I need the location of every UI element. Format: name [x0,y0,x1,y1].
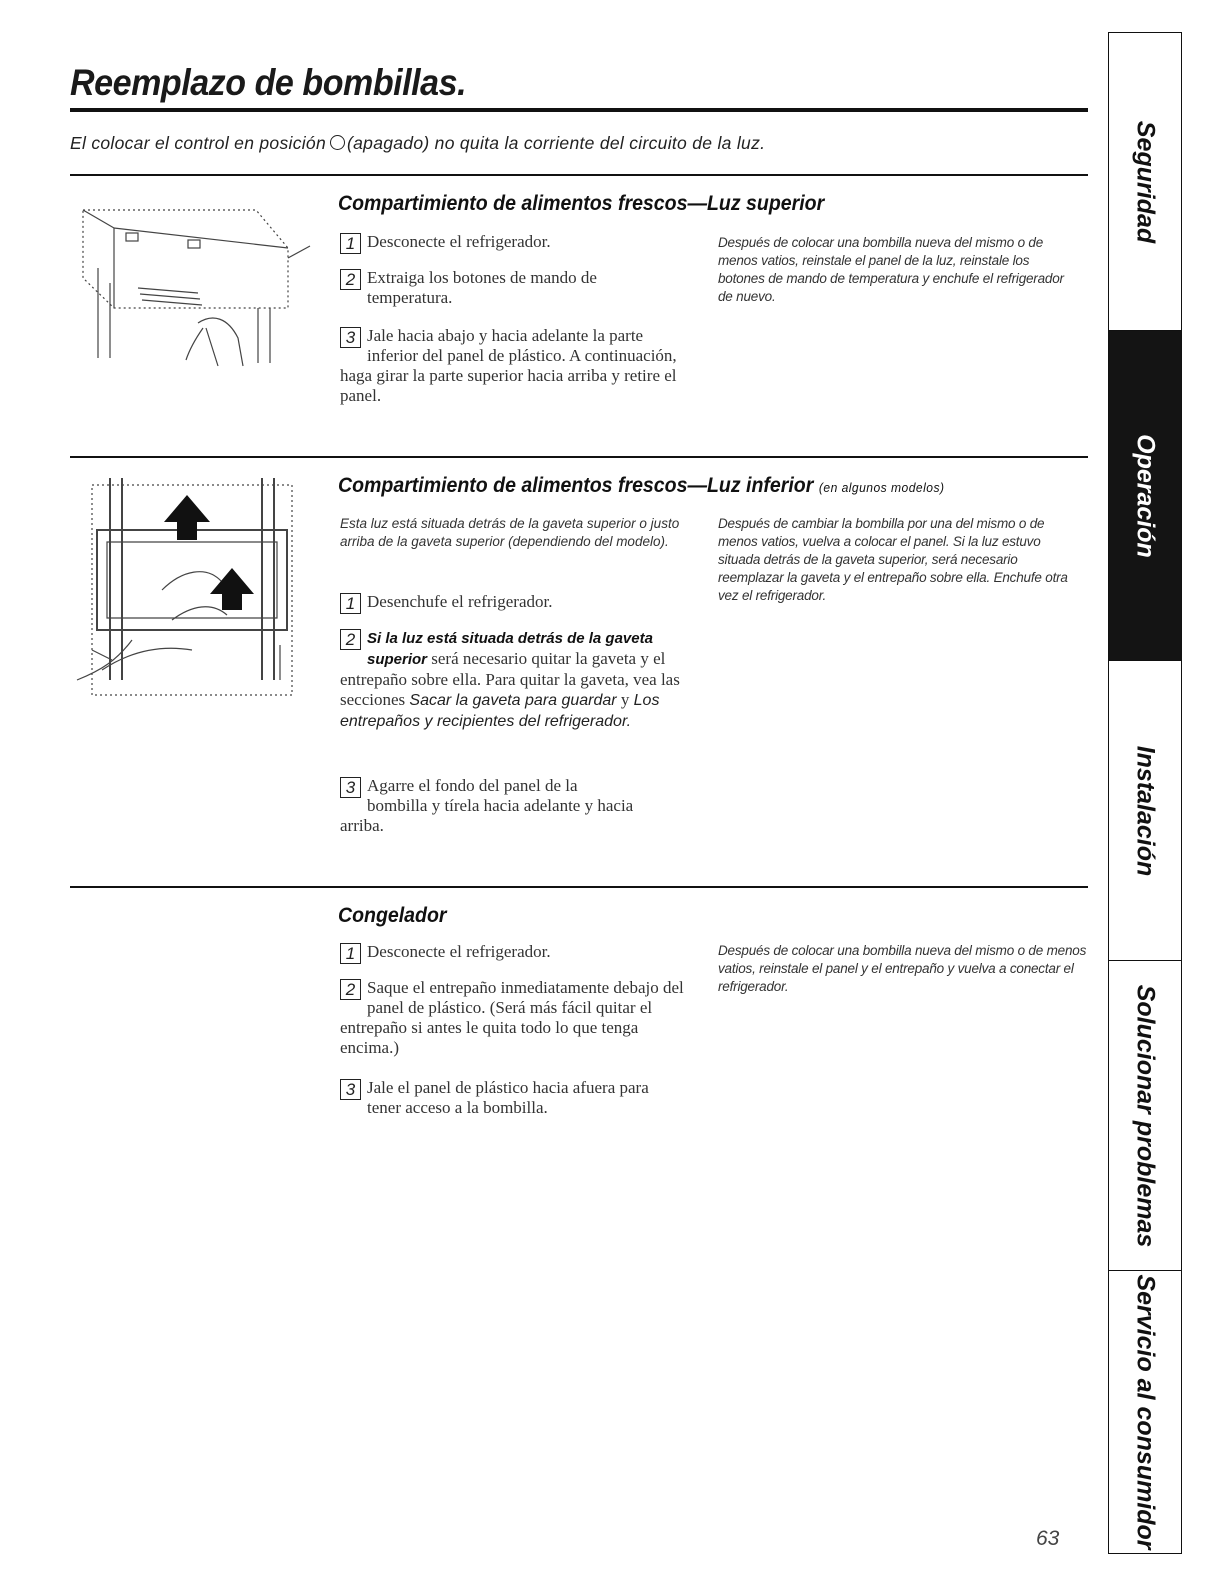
upper-light-illustration [78,188,316,368]
step-item [340,232,700,254]
step-text: y [616,690,634,709]
section-divider [70,174,1088,176]
tab-label: Instalación [1131,745,1160,876]
sidebar-tabs [1108,32,1182,1554]
tab-seguridad[interactable] [1109,33,1181,331]
subtitle-text-after: (apagado) no quita la corriente del circuito de la luz. [347,133,766,153]
step-text: Agarre el fondo del panel de la bombilla y tírela hacia adelante y hacia arriba. [340,776,634,835]
step-item [340,592,700,614]
step-item [340,776,640,836]
section-heading-upper-light: Compartimiento de alimentos frescos—Luz superior [338,192,825,215]
step-emphasis: Si la luz está situada detrás de la gaveta superior [367,630,653,668]
step-text: Desenchufe el refrigerador. [367,592,553,611]
off-circle-icon [330,135,345,150]
step-item [340,978,698,1058]
lower-light-illustration [72,470,312,710]
step-number: 2 [340,979,361,1000]
tab-label: Solucionar problemas [1131,984,1160,1247]
step-number: 3 [340,1079,361,1100]
step-item [340,942,700,964]
step-item [340,628,702,732]
step-number: 2 [340,629,361,650]
step-text: Saque el entrepaño inmediatamente debajo del panel de plástico. (Será más fácil quitar el entrepaño si antes le quita todo lo que tenga encima.) [340,978,684,1057]
section-note: Después de colocar una bombilla nueva del mismo o de menos vatios, reinstale el panel de la luz, reinstale los botones de mando de temperatura y enchufe el refrigerador de nuevo. [718,235,1064,304]
section-heading-text: Compartimiento de alimentos frescos—Luz inferior [338,474,814,497]
section-intro: Esta luz está situada detrás de la gaveta superior o justo arriba de la gaveta superior (dependiendo del modelo). [340,516,680,549]
step-number: 1 [340,233,361,254]
step-item [340,268,670,308]
tab-label: Seguridad [1131,120,1160,243]
step-text: Extraiga los botones de mando de temperatura. [367,268,597,307]
section-heading-qualifier: (en algunos modelos) [818,480,945,495]
section-divider [70,886,1088,888]
step-text: Desconecte el refrigerador. [367,232,551,251]
section-heading-lower-light [338,474,944,498]
step-number: 2 [340,269,361,290]
step-number: 1 [340,593,361,614]
tab-instalacion[interactable] [1109,661,1181,961]
step-item [340,1078,670,1118]
section-divider [70,456,1088,458]
subtitle [70,133,765,154]
page-title: Reemplazo de bombillas. [70,62,467,103]
title-rule [70,108,1088,112]
section-reference: Sacar la gaveta para guardar [409,692,617,709]
step-number: 3 [340,327,361,348]
tab-solucionar-problemas[interactable] [1109,961,1181,1271]
step-text: será necesario quitar la gaveta y el entrepaño sobre ella. Para quitar la gaveta, vea las secciones [340,649,680,709]
tab-servicio-al-consumidor[interactable] [1109,1271,1181,1552]
section-note: Después de cambiar la bombilla por una del mismo o de menos vatios, vuelva a colocar el panel. Si la luz estuvo situada detrás de la gaveta superior, será necesario reemplazar la gaveta y el entrepaño sobre ella. Enchufe otra vez el refrigerador. [718,516,1068,603]
section-reference: Los entrepaños y recipientes del refrigerador. [340,692,660,730]
tab-label: Operación [1131,433,1160,558]
step-text: Desconecte el refrigerador. [367,942,551,961]
tab-label: Servicio al consumidor [1131,1273,1160,1550]
step-number: 1 [340,943,361,964]
section-heading-freezer: Congelador [338,904,447,927]
tab-operacion[interactable] [1109,331,1181,661]
step-text: Jale hacia abajo y hacia adelante la parte inferior del panel de plástico. A continuación, haga girar la parte superior hacia arriba y retire el panel. [340,326,677,405]
step-item [340,326,680,406]
page-number: 63 [1036,1527,1060,1550]
subtitle-text-before: El colocar el control en posición [70,133,327,153]
step-text: Jale el panel de plástico hacia afuera para tener acceso a la bombilla. [367,1078,649,1117]
section-note: Después de colocar una bombilla nueva del mismo o de menos vatios, reinstale el panel y el entrepaño y vuelva a conectar el refrigerador. [718,943,1087,994]
step-number: 3 [340,777,361,798]
